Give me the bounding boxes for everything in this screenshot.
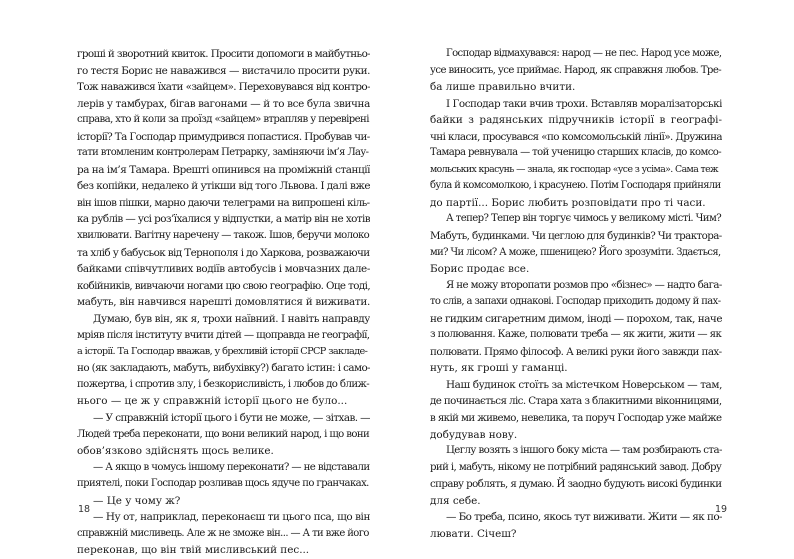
text-line: Тож наважився їхати «зайцем». Переховувався від контро- xyxy=(77,81,370,94)
text-line: полювати. Прямо філософ. А великі руки його завжди пах- xyxy=(430,345,722,358)
text-line: Наш будинок стоїть за містечком Новерськом — там, xyxy=(446,378,722,391)
text-line: — Це у чому ж? xyxy=(93,494,181,507)
text-line: го тестя Борис не наважився — вистачило просити руки. xyxy=(77,64,370,77)
text-line: з полювання. Каже, полювати треба — як жити, жити — як xyxy=(430,329,722,341)
right-page-text xyxy=(430,46,722,542)
text-line: рий і, мабуть, нікому не потрібний радянський завод. Добру xyxy=(430,461,722,473)
text-line: Цеглу возять з іншого боку міста — там розбирають ста- xyxy=(446,445,722,457)
text-line: хвилювати. Вагітну наречену — також. Ішов, беручи молоко xyxy=(77,230,370,242)
left-page-text xyxy=(77,46,370,559)
text-line: Тамара ревнувала — той ученицю старших класів, до комсо- xyxy=(430,147,722,159)
text-line: А тепер? Тепер він торгує чимось у великому місті. Чим? xyxy=(446,213,722,225)
text-line: справу роблять, я думаю. Й заодно будують високі будинки xyxy=(430,478,722,491)
text-line: обов’язково здійснять щось велике. xyxy=(77,445,274,458)
text-line: тати втомленим контролерам Петрарку, заміняючи ім’я Лау- xyxy=(77,147,369,159)
text-line: мріяв після інституту вчити дітей — щоправда не географії, xyxy=(77,329,370,342)
text-line: Господар відмахувався: народ — не пес. Народ усе може, xyxy=(446,48,722,59)
text-line: справа, хто й коли за проїзд «зайцем» втрапляв у перевірені xyxy=(77,114,369,126)
text-line: історії? Та Господар примудрився попастися. Пробував чи- xyxy=(77,130,370,143)
text-line: ми? Чи лісом? А може, пшеницею? Його зрозуміти. Здається, xyxy=(430,246,721,258)
text-line: добудував нову. xyxy=(430,428,518,441)
text-line: мольських красунь — знала, як господар «усе з усіма». Сама теж xyxy=(430,163,719,175)
text-line: — У справжній історії цього і бути не може, — зітхав. — xyxy=(93,412,370,425)
page-number-left: 18 xyxy=(78,504,91,515)
text-line: кобійників, вивчаючи ногами цю свою географію. Оце тоді, xyxy=(77,279,370,292)
right-page xyxy=(397,0,794,542)
text-line: Борис продає все. xyxy=(430,263,530,276)
text-line: — А якщо в чомусь іншому переконати? — не відставали xyxy=(93,461,370,473)
text-line: — Ну от, наприклад, переконаєш ти цього пса, що він xyxy=(93,511,370,524)
text-line: в якій ми живемо, невелика, та поруч Господар уже майже xyxy=(430,412,722,425)
text-line: Думаю, був він, як я, трохи наївний. І навіть направду xyxy=(93,312,370,325)
text-line: нуть, як гроші у гаманці. xyxy=(430,362,568,375)
text-line: лювати. Січеш? xyxy=(430,527,517,540)
text-line: Я не можу второпати розмов про «бізнес» — надто бага- xyxy=(446,279,722,291)
text-line: байками співчутливих водіїв автобусів і мовчазних дале- xyxy=(77,263,370,276)
left-page xyxy=(0,0,397,557)
page-number-right: 19 xyxy=(715,504,728,515)
text-line: І Господар таки вчив трохи. Вставляв моралізаторські xyxy=(446,97,722,110)
text-line: справжній мисливець. Але ж не зможе він... — А ти вже його xyxy=(77,527,369,539)
text-line: ка рублів — усі роз’їхалися у відпустки, а матір він не хотів xyxy=(77,213,370,226)
text-line: ра на ім’я Тамара. Врешті опинився на проміжній станції xyxy=(77,163,370,176)
text-line: байки з радянських підручників історії в географі- xyxy=(430,114,722,127)
text-line: но (як закладають, мабуть, вибухівку?) багато істин: і само- xyxy=(77,362,370,375)
text-line: та хліб у бабусьок від Тернополя і до Харкова, розважаючи xyxy=(77,246,370,259)
text-line: — Бо треба, псино, якось тут виживати. Жити — як по- xyxy=(446,511,722,524)
text-line: не гидким сигаретним димом, іноді — порохом, так, наче xyxy=(430,312,722,325)
text-line: усе виносить, усе приймає. Народ, як справжня любов. Тре- xyxy=(430,64,722,76)
text-line: пожертва, і спротив злу, і безкорисливість, і любов до ближ- xyxy=(77,378,370,390)
text-line: приятелі, поки Господар розливав щось ядуче по гранчаках. xyxy=(77,478,369,490)
text-line: Людей треба переконати, що вони великий народ, і що вони xyxy=(77,428,370,440)
text-line: без копійки, недалеко й утікши від того Львова. І далі вже xyxy=(77,180,370,193)
text-line: переконав, що він твій мисливський пес... xyxy=(77,544,310,557)
text-line: лерів у тамбурах, бігав вагонами — й то все була звична xyxy=(77,97,370,110)
text-line: була й комсомолкою, і красунею. Потім Господаря прийняли xyxy=(430,180,721,192)
text-line: чні класи, просувався «по комсомольській лінії». Дружина xyxy=(430,130,722,143)
text-line: ба лише правильно вчити. xyxy=(430,81,576,94)
text-line: мабуть, він навчився нарешті домовлятися й виживати. xyxy=(77,296,370,309)
text-line: а історії. Та Господар вважав, у брехливій історії СРСР закладе- xyxy=(77,345,368,357)
text-line: нього — це ж у справжній історії цього не було... xyxy=(77,395,348,408)
text-line: де починається ліс. Стара хата з блакитними віконницями, xyxy=(430,395,722,408)
text-line: Мабуть, будинками. Чи цеглою для будинків? Чи трактора- xyxy=(430,230,722,243)
text-line: до партії... Борис любить розповідати про ті часи. xyxy=(430,196,706,209)
text-line: то слів, а запахи однакові. Господар приходить додому й пах- xyxy=(430,296,721,308)
text-line: гроші й зворотний квиток. Просити допомоги в майбутньо- xyxy=(77,48,370,60)
text-line: він ішов пішки, марно даючи телеграми на випрошені кіль- xyxy=(77,196,370,209)
text-line: для себе. xyxy=(430,494,481,507)
